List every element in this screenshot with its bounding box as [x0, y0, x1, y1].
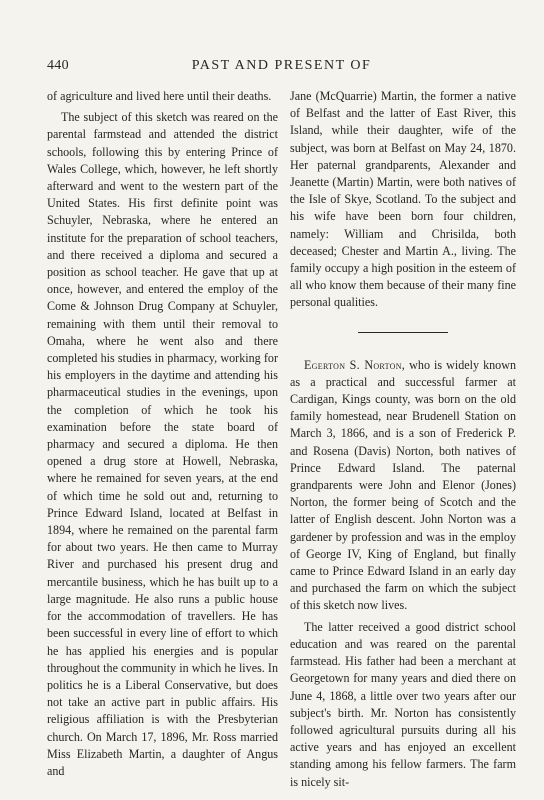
- paragraph: Jane (McQuarrie) Martin, the former a native of Belfast and the latter of East River, this Island, while their daughter, wife of the subject, was born at Belfast on May 24, 1870. Her paternal grandparents, Alexander and Jeanette (Martin) Martin, were both natives of the Isle of Skye, Scotland. To the subject and his wife have been born four children, namely: William and Chrisilda, both deceased; Chester and Martin A., living. The family occupy a high position in the esteem of all who know them because of their many fine personal qualities.: [290, 89, 516, 310]
- page-number: 440: [47, 58, 69, 73]
- right-column: [290, 88, 516, 791]
- paragraph-text: who is widely known as a practical and successful farmer at Cardigan, Kings county, was born on the old family homestead, near Brudenell Station on March 3, 1866, and is a son of Frederick P. and Rosena (Davis) Norton, both natives of Prince Edward Island. The paternal grandparents were John and Elenor (Jones) Norton, the former being of Scotch and the latter of English descent. John Norton was a gardener by profession and was in the employ of George IV, King of England, but finally came to Prince Edward Island in an early day and purchased the farm on which the subject of this sketch now lives.: [290, 357, 517, 613]
- running-title: PAST AND PRESENT OF: [191, 58, 372, 73]
- paragraph: of agriculture and lived here until their deaths.: [47, 89, 272, 103]
- subject-name: Egerton S. Norton,: [304, 357, 406, 372]
- paragraph: [290, 357, 516, 615]
- section-divider: [358, 332, 448, 333]
- paragraph: The latter received a good district school education and was reared on the parental farmstead. His father had been a merchant at Georgetown for many years and died there on June 4, 1868, a little over two years after our subject's birth. Mr. Norton has consistently followed agricultural pursuits during all his active years and has enjoyed an excellent standing among his fellow farmers. The farm is nicely sit-: [290, 619, 516, 789]
- paragraph: The subject of this sketch was reared on the parental farmstead and attended the district schools, following this by entering Prince of Wales College, which, however, he left shortly afterward and went to the western part of the United States. His first definite point was Schuyler, Nebraska, where he entered an institute for the preparation of school teachers, and there received a diploma and secured a position as school teacher. He gave that up at once, however, and entered the employ of the Come & Johnson Drug Company at Schuyler, remaining with them until their removal to Omaha, where he went also and there completed his studies in pharmacy, working for his employers in the daytime and attending his pharmaceutical studies in the evenings, upon the completion of which he took his examination before the state board of pharmacy and secured a diploma. He then opened a drug store at Howell, Nebraska, where he remained for seven years, at the end of which time he sold out and, returning to Prince Edward Island, located at Belfast in 1894, where he remained on the parental farm for about two years. He then came to Murray River and purchased his present drug and mercantile business, which he has built up to a large magnitude. He also runs a public house for the accommodation of travellers. He has been successful in every line of effort to which he has applied his energies and is popular throughout the community in which he lives. In politics he is a Liberal Conservative, but does not take an active part in public affairs. His religious affiliation is with the Presbyterian church. On March 17, 1896, Mr. Ross married Miss Elizabeth Martin, a daughter of Angus and: [47, 110, 278, 778]
- left-column: [47, 88, 278, 780]
- page-header: [47, 58, 516, 76]
